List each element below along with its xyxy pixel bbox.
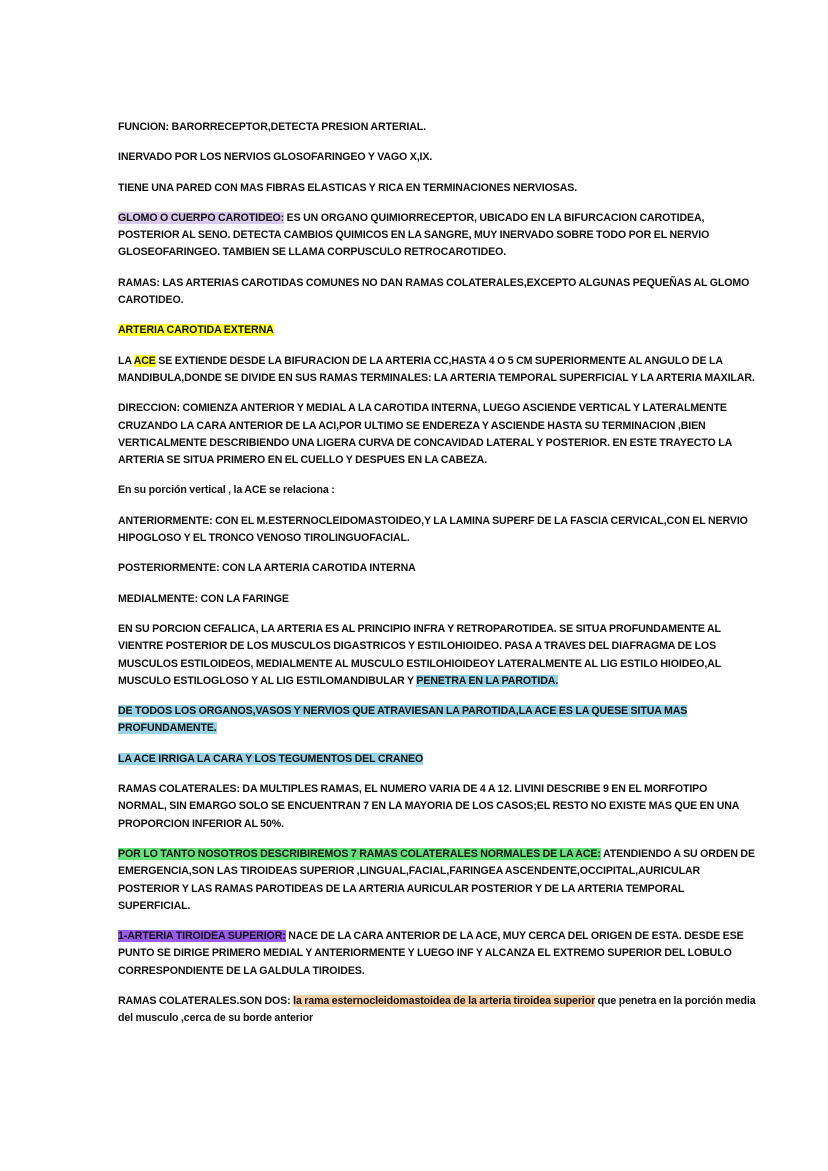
paragraph-glomo-text: ES UN ORGANO QUIMIORRECEPTOR, UBICADO EN LA BIFURCACION CAROTIDEA, POSTERIOR AL SENO. DETECTA CAMBIOS QUIMICOS EN LA SANGRE, MUY INERVADO SOBRE TODO POR EL NERVIO GLOSEOFARINGEO. TAMBIEN SE LLAMA CORPUSCULO RETROCAROTIDEO. <box>118 211 710 259</box>
paragraph-cefalica-text: EN SU PORCION CEFALICA, LA ARTERIA ES AL PRINCIPIO INFRA Y RETROPAROTIDEA. SE SITUA PROFUNDAMENTE AL VIENTRE POSTERIOR DE LOS MUSCULOS DIGASTRICOS Y ESTILOHIOIDEO. PASA A TRAVES DEL DIAFRAGMA DE LOS MUSCULOS ESTILOIDEOS, MEDIALMENTE AL MUSCULO ESTILOHIOIDEOY LATERALMENTE AL LIG ESTILO HIOIDEO,AL MUSCULO ESTILOGLOSO Y AL LIG ESTILOMANDIBULAR Y <box>118 622 721 687</box>
paragraph-siete-ramas <box>118 846 758 915</box>
highlight-rama-esternocleido: la rama esternocleidomastoidea de la arteria tiroidea superior <box>293 994 596 1007</box>
paragraph-ace-definition <box>118 353 758 388</box>
highlight-tiroidea-superior: 1-ARTERIA TIROIDEA SUPERIOR: <box>118 930 286 943</box>
paragraph-ramas-son-dos <box>118 993 758 1028</box>
highlight-irriga: LA ACE IRRIGA LA CARA Y LOS TEGUMENTOS DEL CRANEO <box>118 752 424 765</box>
paragraph-funcion: FUNCION: BARORRECEPTOR,DETECTA PRESION ARTERIAL. <box>118 121 426 133</box>
highlight-glomo: GLOMO O CUERPO CAROTIDEO: <box>118 211 285 224</box>
section-heading-ace <box>118 322 758 339</box>
paragraph-siete-ramas-text: ATENDIENDO A SU ORDEN DE EMERGENCIA,SON LAS TIROIDEAS SUPERIOR ,LINGUAL,FACIAL,FARINGEA ASCENDENTE,OCCIPITAL,AURICULAR POSTERIOR Y LAS RAMAS PAROTIDEAS DE LA ARTERIA AURICULAR POSTERIOR Y DE LA ARTERIA TEMPORAL SUPERFICIAL. <box>118 847 755 912</box>
paragraph-son-dos-text: que penetra en la porción media del musculo ,cerca de su borde anterior <box>118 994 756 1025</box>
highlight-ace: ACE <box>133 354 156 367</box>
paragraph-posteriormente: POSTERIORMENTE: CON LA ARTERIA CAROTIDA INTERNA <box>118 562 416 575</box>
paragraph-inervado: INERVADO POR LOS NERVIOS GLOSOFARINGEO Y VAGO X,IX. <box>118 151 433 164</box>
paragraph-porcion-vertical: En su porción vertical , la ACE se relaciona : <box>118 484 335 497</box>
paragraph-porcion-cefalica <box>118 621 758 690</box>
paragraph-medialmente: MEDIALMENTE: CON LA FARINGE <box>118 592 289 605</box>
paragraph-pared: TIENE UNA PARED CON MAS FIBRAS ELASTICAS Y RICA EN TERMINACIONES NERVIOSAS. <box>118 181 578 194</box>
paragraph-anteriormente: ANTERIORMENTE: CON EL M.ESTERNOCLEIDOMASTOIDEO,Y LA LAMINA SUPERF DE LA FASCIA CERVICAL,CON EL NERVIO HIPOGLOSO Y EL TRONCO VENOSO TIROLINGUOFACIAL. <box>118 514 748 545</box>
paragraph-ace-text: SE EXTIENDE DESDE LA BIFURACION DE LA ARTERIA CC,HASTA 4 O 5 CM SUPERIORMENTE AL ANGULO DE LA MANDIBULA,DONDE SE DIVIDE EN SUS RAMAS TERMINALES: LA ARTERIA TEMPORAL SUPERFICIAL Y LA ARTERIA MAXILAR. <box>118 354 755 384</box>
paragraph-direccion: DIRECCION: COMIENZA ANTERIOR Y MEDIAL A LA CAROTIDA INTERNA, LUEGO ASCIENDE VERTICAL Y LATERALMENTE CRUZANDO LA CARA ANTERIOR DE LA ACI,POR ULTIMO SE ENDEREZA Y ASCIENDE HASTA SU TERMINACION ,BIEN VERTICALMENTE DESCRIBIENDO UNA LIGERA CURVA DE CONCAVIDAD LATERAL Y POSTERIOR. EN ESTE TRAYECTO LA ARTERIA SE SITUA PRIMERO EN EL CUELLO Y DESPUES EN LA CABEZA. <box>118 402 732 467</box>
paragraph-tiroidea-text: NACE DE LA CARA ANTERIOR DE LA ACE, MUY CERCA DEL ORIGEN DE ESTA. DESDE ESE PUNTO SE DIRIGE PRIMERO MEDIAL Y ANTERIORMENTE Y LUEGO INF Y ALCANZA EL EXTREMO SUPERIOR DEL LOBULO CORRESPONDIENTE DE LA GALDULA TIROIDES. <box>118 930 744 977</box>
paragraph-glomo <box>118 210 758 262</box>
paragraph-irriga <box>118 751 758 768</box>
highlight-organos: DE TODOS LOS ORGANOS,VASOS Y NERVIOS QUE ATRAVIESAN LA PAROTIDA,LA ACE ES LA QUESE SITUA MAS PROFUNDAMENTE. <box>118 705 688 735</box>
highlight-penetra: PENETRA EN LA PAROTIDA. <box>416 674 559 687</box>
paragraph-organos <box>118 703 758 738</box>
paragraph-tiroidea-superior <box>118 928 758 980</box>
highlight-siete-ramas: POR LO TANTO NOSOTROS DESCRIBIREMOS 7 RAMAS COLATERALES NORMALES DE LA ACE: <box>118 847 601 860</box>
paragraph-ramas: RAMAS: LAS ARTERIAS CAROTIDAS COMUNES NO DAN RAMAS COLATERALES,EXCEPTO ALGUNAS PEQUEÑAS AL GLOMO CAROTIDEO. <box>118 276 750 307</box>
paragraph-ace-start: LA <box>118 354 134 367</box>
paragraph-ramas-colaterales: RAMAS COLATERALES: DA MULTIPLES RAMAS, EL NUMERO VARIA DE 4 A 12. LIVINI DESCRIBE 9 EN EL MORFOTIPO NORMAL, SIN EMARGO SOLO SE ENCUENTRAN 7 EN LA MAYORIA DE LOS CASOS;EL RESTO NO EXISTE MAS QUE EN UNA PROPORCION INFERIOR AL 50%. <box>118 783 739 830</box>
paragraph-son-dos-start: RAMAS COLATERALES.SON DOS: <box>118 994 294 1007</box>
highlight-heading-ace: ARTERIA CAROTIDA EXTERNA <box>118 324 274 337</box>
